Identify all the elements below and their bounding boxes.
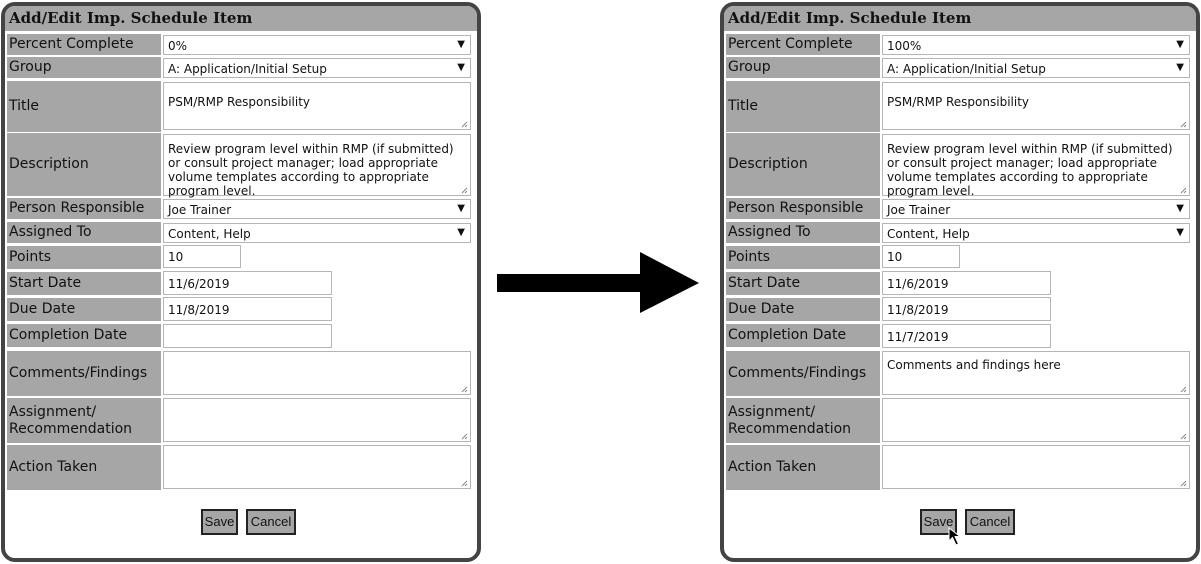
points-label: Points [7, 246, 161, 269]
description-label: Description [7, 133, 161, 196]
percent-complete-select[interactable] [163, 35, 471, 55]
percent-complete-value: 100% [887, 39, 922, 53]
action-taken-label: Action Taken [726, 445, 880, 490]
form-header: Add/Edit Imp. Schedule Item [724, 6, 1196, 31]
person-responsible-value: Joe Trainer [887, 203, 951, 217]
assignment-textarea[interactable] [163, 398, 471, 442]
resize-grip-icon[interactable] [460, 479, 468, 487]
percent-complete-label: Percent Complete [726, 34, 880, 55]
comments-label: Comments/Findings [726, 351, 880, 396]
group-select[interactable] [882, 58, 1190, 78]
action-taken-label: Action Taken [7, 445, 161, 490]
comments-label: Comments/Findings [7, 351, 161, 396]
due-date-input[interactable]: 11/8/2019 [163, 297, 332, 321]
completion-date-label: Completion Date [726, 324, 880, 347]
assigned-to-value: Content, Help [887, 227, 970, 241]
group-label: Group [726, 57, 880, 78]
person-responsible-label: Person Responsible [726, 198, 880, 219]
triangle-down-icon: ▼ [1176, 203, 1184, 214]
group-label: Group [7, 57, 161, 78]
points-input[interactable]: 10 [163, 245, 241, 268]
triangle-down-icon: ▼ [457, 39, 465, 50]
save-button[interactable]: Save [201, 509, 238, 535]
percent-complete-value: 0% [168, 39, 188, 53]
triangle-down-icon: ▼ [1176, 62, 1184, 73]
assigned-to-select[interactable] [163, 223, 471, 243]
title-textarea[interactable] [163, 82, 471, 130]
cancel-button[interactable]: Cancel [965, 509, 1015, 535]
person-responsible-select[interactable] [882, 199, 1190, 219]
points-input[interactable]: 10 [882, 245, 960, 268]
mouse-pointer-icon [947, 526, 967, 548]
assigned-to-value: Content, Help [168, 227, 251, 241]
title-textarea[interactable] [882, 82, 1190, 130]
person-responsible-select[interactable] [163, 199, 471, 219]
save-button[interactable]: Save [920, 509, 957, 535]
description-textarea[interactable] [163, 134, 471, 196]
start-date-input[interactable]: 11/6/2019 [163, 271, 332, 295]
resize-grip-icon[interactable] [460, 120, 468, 128]
due-date-input[interactable]: 11/8/2019 [882, 297, 1051, 321]
action-taken-textarea[interactable] [882, 445, 1190, 489]
triangle-down-icon: ▼ [1176, 39, 1184, 50]
assignment-label: Assignment/ Recommendation [726, 398, 880, 443]
triangle-down-icon: ▼ [457, 203, 465, 214]
completion-date-input[interactable]: 11/7/2019 [882, 324, 1051, 348]
form-header: Add/Edit Imp. Schedule Item [5, 6, 477, 31]
group-value: A: Application/Initial Setup [887, 62, 1046, 76]
group-select[interactable] [163, 58, 471, 78]
title-label: Title [7, 81, 161, 132]
resize-grip-icon[interactable] [460, 186, 468, 194]
assigned-to-label: Assigned To [726, 222, 880, 243]
assigned-to-select[interactable] [882, 223, 1190, 243]
resize-grip-icon[interactable] [1179, 120, 1187, 128]
description-value: Review program level within RMP (if submitted) or consult project manager; load appropriate volume templates according to appropriate program level. [887, 142, 1173, 198]
percent-complete-select[interactable] [882, 35, 1190, 55]
completion-date-input[interactable] [163, 324, 332, 348]
resize-grip-icon[interactable] [1179, 186, 1187, 194]
schedule-item-form-before [1, 2, 481, 562]
title-value: PSM/RMP Responsibility [168, 95, 311, 109]
triangle-down-icon: ▼ [1176, 227, 1184, 238]
action-taken-textarea[interactable] [163, 445, 471, 489]
points-label: Points [726, 246, 880, 269]
triangle-down-icon: ▼ [457, 62, 465, 73]
due-date-label: Due Date [726, 298, 880, 321]
person-responsible-label: Person Responsible [7, 198, 161, 219]
description-label: Description [726, 133, 880, 196]
resize-grip-icon[interactable] [1179, 479, 1187, 487]
person-responsible-value: Joe Trainer [168, 203, 232, 217]
start-date-label: Start Date [726, 272, 880, 295]
resize-grip-icon[interactable] [1179, 432, 1187, 440]
due-date-label: Due Date [7, 298, 161, 321]
resize-grip-icon[interactable] [460, 432, 468, 440]
right-arrow-icon [495, 250, 701, 316]
start-date-label: Start Date [7, 272, 161, 295]
comments-textarea[interactable] [882, 351, 1190, 395]
triangle-down-icon: ▼ [457, 227, 465, 238]
group-value: A: Application/Initial Setup [168, 62, 327, 76]
title-value: PSM/RMP Responsibility [887, 95, 1030, 109]
comments-textarea[interactable] [163, 351, 471, 395]
description-textarea[interactable] [882, 134, 1190, 196]
resize-grip-icon[interactable] [460, 385, 468, 393]
title-label: Title [726, 81, 880, 132]
assignment-label: Assignment/ Recommendation [7, 398, 161, 443]
percent-complete-label: Percent Complete [7, 34, 161, 55]
description-value: Review program level within RMP (if submitted) or consult project manager; load appropriate volume templates according to appropriate program level. [168, 142, 454, 198]
start-date-input[interactable]: 11/6/2019 [882, 271, 1051, 295]
assignment-textarea[interactable] [882, 398, 1190, 442]
completion-date-label: Completion Date [7, 324, 161, 347]
comments-value: Comments and findings here [887, 358, 1061, 372]
resize-grip-icon[interactable] [1179, 385, 1187, 393]
schedule-item-form-after [720, 2, 1200, 562]
assigned-to-label: Assigned To [7, 222, 161, 243]
cancel-button[interactable]: Cancel [246, 509, 296, 535]
